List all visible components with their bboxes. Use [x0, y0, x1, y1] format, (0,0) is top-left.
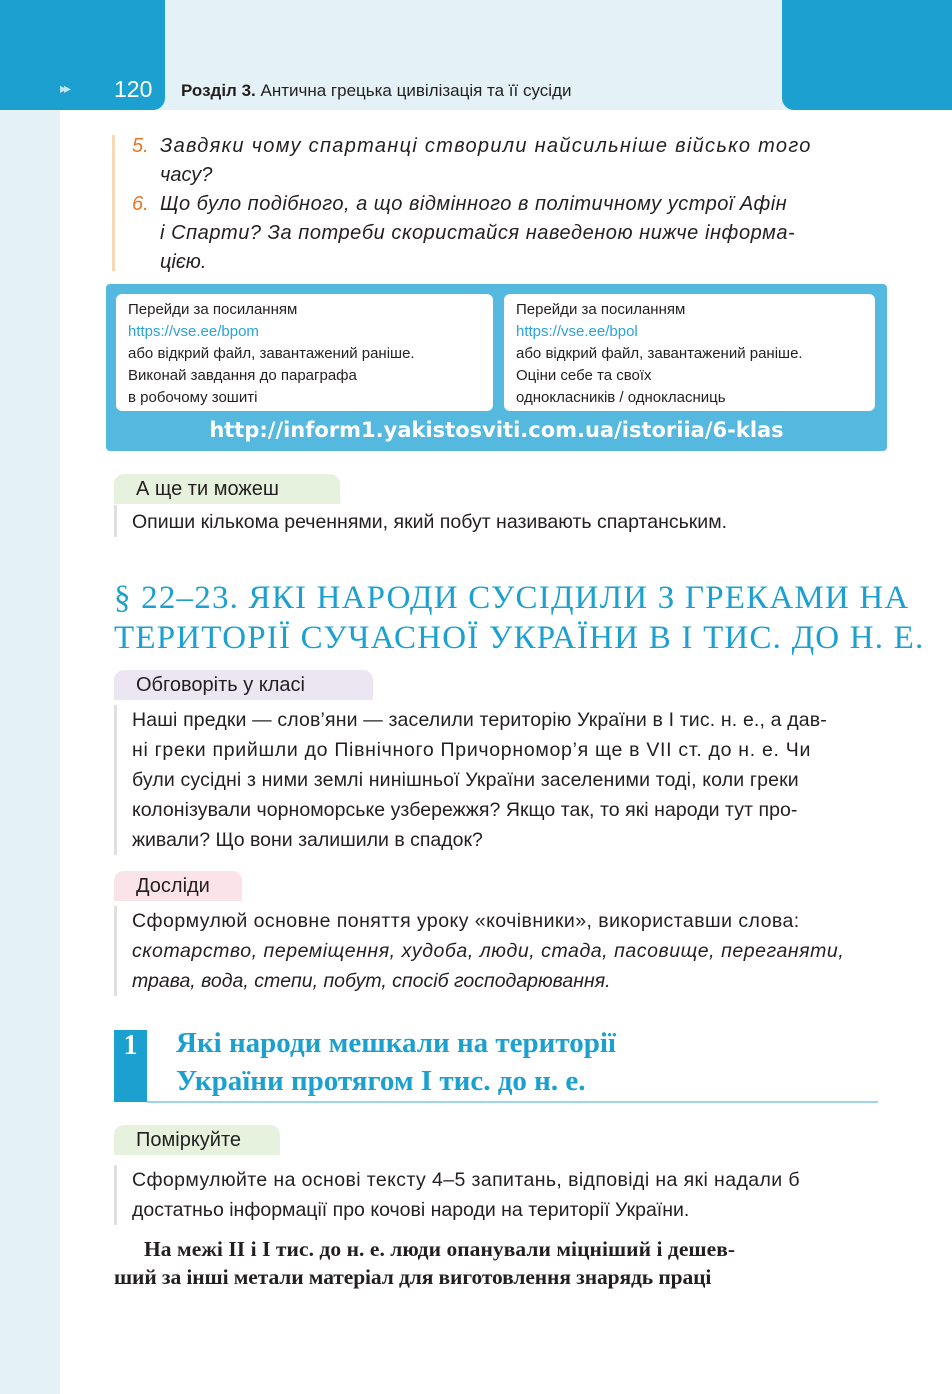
question-number: 5. — [132, 135, 149, 157]
link-card-left: Перейди за посиланням https://vse.ee/bpom або відкрий файл, завантажений раніше. Виконай завдання до параграфа в робочому зошиті — [116, 294, 493, 411]
question-6: 6. Що було подібного, а що відмінного в політичному устрої Афін і Спарти? За потреби скористайся наведеною нижче інформа- цією. — [160, 190, 882, 277]
subsection-divider — [147, 1101, 878, 1103]
main-resource-link[interactable]: http://inform1.yakistosviti.com.ua/istoriia/6-klas — [209, 418, 784, 442]
double-arrow-icon: ▸▸ — [60, 81, 69, 97]
extra-text: Опиши кількома реченнями, який побут називають спартанським. — [114, 505, 880, 537]
think-label: Поміркуйте — [114, 1125, 280, 1155]
questions-block — [112, 135, 882, 271]
link-bpom[interactable]: https://vse.ee/bpom — [128, 323, 259, 340]
think-text: Сформулюйте на основі тексту 4–5 запитань, відповіді на які надали б достатньо інформації про кочові народи на території України. — [114, 1165, 880, 1225]
section-title-header: Антична грецька цивілізація та її сусіди — [260, 81, 572, 100]
research-label: Досліди — [114, 871, 242, 901]
discuss-label: Обговоріть у класі — [114, 670, 373, 700]
research-text: Сформулюй основне поняття уроку «кочівники», використавши слова: скотарство, переміщення, худоба, люди, стада, пасовище, переганяти, трава, вода, степи, побут, спосіб господарювання. — [114, 906, 880, 996]
left-margin-strip — [0, 0, 60, 1394]
question-number: 6. — [132, 193, 149, 215]
section-label: Розділ 3. — [181, 81, 256, 100]
page-tab-right — [782, 0, 952, 110]
question-5: 5. Завдяки чому спартанці створили найсильніше військо того часу? — [160, 132, 882, 190]
subsection-number: 1 — [114, 1030, 147, 1102]
page-number: 120 — [114, 76, 153, 102]
discuss-text: Наші предки — слов’яни — заселили територію України в І тис. н. е., а дав- ні греки прийшли до Північного Причорномор’я ще в VІІ ст. до н. е. Чи були сусідні з ними землі нинішньої України заселеними тоді, коли греки колонізували чорноморське узбережжя? Якщо так, то які народи тут про- живали? Що вони залишили в спадок? — [114, 705, 880, 855]
online-links-box — [106, 284, 887, 451]
section-heading: § 22–23. ЯКІ НАРОДИ СУСІДИЛИ З ГРЕКАМИ НА ТЕРИТОРІЇ СУЧАСНОЇ УКРАЇНИ В І ТИС. ДО Н. Е. — [114, 580, 925, 656]
subsection-title: Які народи мешкали на території України протягом І тис. до н. е. — [176, 1027, 616, 1097]
running-head — [181, 81, 571, 101]
link-card-right: Перейди за посиланням https://vse.ee/bpol або відкрий файл, завантажений раніше. Оціни себе та своїх однокласників / однокласниць — [504, 294, 875, 411]
extra-label: А ще ти можеш — [114, 474, 340, 504]
link-bpol[interactable]: https://vse.ee/bpol — [516, 323, 638, 340]
body-paragraph: На межі ІІ і І тис. до н. е. люди опанували міцніший і дешев- ший за інші метали матеріал для виготовлення знарядь праці — [114, 1237, 736, 1289]
